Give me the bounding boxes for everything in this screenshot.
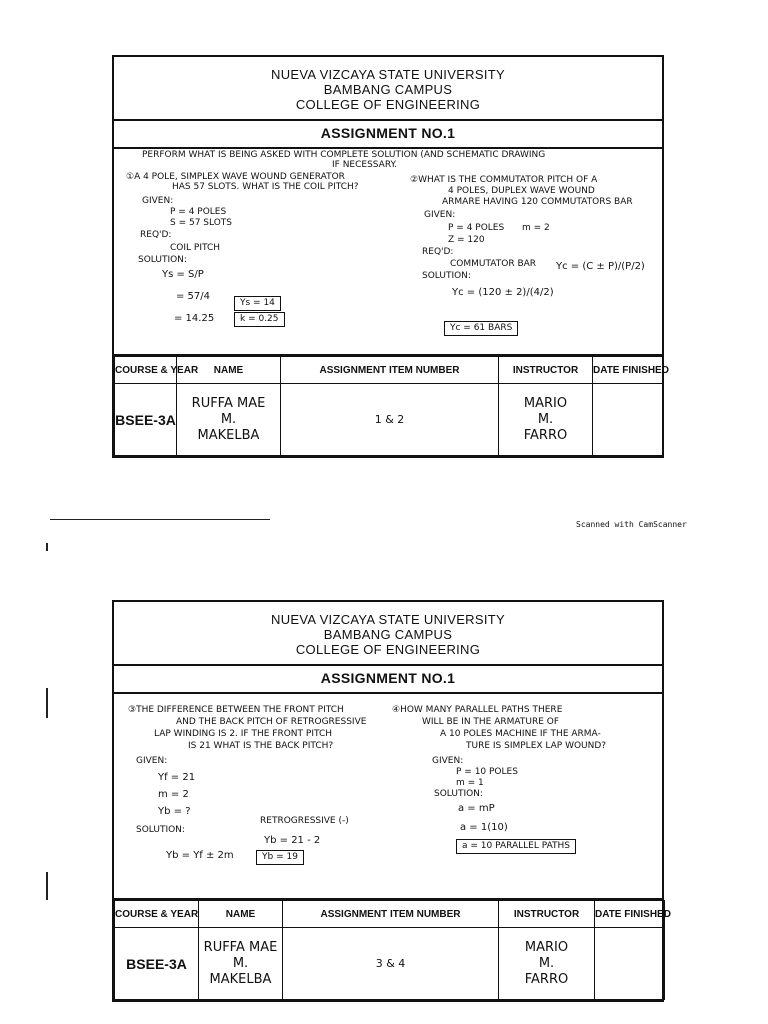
instructor-line: M.	[538, 955, 555, 971]
instructions-line: PERFORM WHAT IS BEING ASKED WITH COMPLETE SOLUTION (AND SCHEMATIC DRAWING	[142, 150, 546, 160]
instructor-name	[499, 928, 595, 1000]
given-item: m = 2	[522, 223, 550, 233]
solution-step: Yc = (120 ± 2)/(4/2)	[452, 287, 554, 298]
date-finished-value	[593, 384, 663, 456]
instructor-line: MARIO	[524, 939, 569, 955]
reqd-value: COMMUTATOR BAR	[450, 259, 537, 269]
problem-question: A 10 POLES MACHINE IF THE ARMA-	[440, 729, 601, 739]
header-course-year: COURSE & YEAR	[115, 357, 177, 384]
name-line: MAKELBA	[197, 427, 260, 443]
solution-step: Yb = 21 - 2	[264, 835, 321, 846]
header-date-finished: DATE FINISHED	[595, 901, 665, 928]
answer-box: Ys = 14	[234, 296, 281, 311]
name-line: RUFFA MAE	[191, 395, 266, 411]
given-item: P = 10 POLES	[456, 767, 518, 777]
name-line: M.	[232, 955, 249, 971]
solution-step: a = mP	[458, 803, 495, 814]
given-item: P = 4 POLES	[448, 223, 505, 233]
university-header	[114, 602, 662, 666]
scan-mark	[46, 688, 48, 718]
given-label: GIVEN:	[136, 756, 168, 766]
header-instructor: INSTRUCTOR	[499, 357, 593, 384]
assignment-sheet-1	[112, 55, 669, 458]
solution-step: a = 1(10)	[460, 822, 508, 833]
answer-box: Yc = 61 BARS	[444, 321, 518, 336]
given-item: m = 2	[158, 789, 189, 800]
problem-question: IS 21 WHAT IS THE BACK PITCH?	[188, 741, 334, 751]
solution-step: = 14.25	[174, 313, 215, 324]
solution-label: SOLUTION:	[138, 255, 187, 265]
instructions-line: IF NECESSARY.	[332, 160, 398, 170]
student-info-table	[114, 898, 671, 1000]
college-name: COLLEGE OF ENGINEERING	[295, 97, 481, 112]
item-number-value: 3 & 4	[283, 928, 499, 1000]
student-name	[177, 384, 281, 456]
problem-question: AND THE BACK PITCH OF RETROGRESSIVE	[176, 717, 367, 727]
retrogressive-note: RETROGRESSIVE (-)	[260, 816, 349, 826]
date-finished-value	[595, 928, 665, 1000]
given-label: GIVEN:	[432, 756, 464, 766]
course-year-value: BSEE-3A	[115, 928, 199, 1000]
scan-mark	[46, 543, 48, 551]
header-name: NAME	[177, 357, 281, 384]
instructor-line: MARIO	[523, 395, 568, 411]
answer-box: k = 0.25	[234, 312, 285, 327]
header-course-year: COURSE & YEAR	[115, 901, 199, 928]
student-info-table	[114, 354, 669, 456]
solution-step: Ys = S/P	[162, 269, 204, 280]
given-label: GIVEN:	[424, 210, 456, 220]
header-date-finished: DATE FINISHED	[593, 357, 663, 384]
instructor-line: FARRO	[524, 971, 569, 987]
assignment-body	[114, 147, 662, 357]
given-item: Z = 120	[448, 235, 485, 245]
problem-question: WILL BE IN THE ARMATURE OF	[422, 717, 560, 727]
formula: Yb = Yf ± 2m	[166, 850, 234, 861]
university-header	[114, 57, 662, 121]
header-item-number: ASSIGNMENT ITEM NUMBER	[283, 901, 499, 928]
name-line: RUFFA MAE	[203, 939, 278, 955]
assignment-sheet-2	[112, 600, 671, 1002]
problem-question: ③THE DIFFERENCE BETWEEN THE FRONT PITCH	[128, 705, 344, 715]
header-name: NAME	[199, 901, 283, 928]
problem-question: TURE IS SIMPLEX LAP WOUND?	[466, 741, 607, 751]
reqd-label: REQ'D:	[140, 230, 172, 240]
problem-question: ①A 4 POLE, SIMPLEX WAVE WOUND GENERATOR	[126, 172, 345, 182]
reqd-value: COIL PITCH	[170, 243, 221, 253]
student-name	[199, 928, 283, 1000]
assignment-title: ASSIGNMENT NO.1	[114, 664, 662, 694]
given-item: S = 57 SLOTS	[170, 218, 232, 228]
problem-question: ARMARE HAVING 120 COMMUTATORS BAR	[442, 197, 633, 207]
university-name: NUEVA VIZCAYA STATE UNIVERSITY	[271, 67, 505, 82]
campus-name: BAMBANG CAMPUS	[323, 627, 453, 642]
instructor-name	[499, 384, 593, 456]
given-item: m = 1	[456, 778, 484, 788]
reqd-label: REQ'D:	[422, 247, 454, 257]
name-line: M.	[220, 411, 237, 427]
assignment-title: ASSIGNMENT NO.1	[114, 119, 662, 149]
problem-question: ④HOW MANY PARALLEL PATHS THERE	[392, 705, 563, 715]
instructor-line: M.	[537, 411, 554, 427]
problem-question: LAP WINDING IS 2. IF THE FRONT PITCH	[154, 729, 332, 739]
given-item: Yf = 21	[158, 772, 196, 783]
solution-label: SOLUTION:	[434, 789, 483, 799]
problem-question: ②WHAT IS THE COMMUTATOR PITCH OF A	[410, 175, 598, 185]
scan-line	[50, 519, 270, 520]
solution-label: SOLUTION:	[422, 271, 471, 281]
header-item-number: ASSIGNMENT ITEM NUMBER	[281, 357, 499, 384]
given-item: Yb = ?	[158, 806, 191, 817]
answer-box: Yb = 19	[256, 850, 304, 865]
problem-question: HAS 57 SLOTS. WHAT IS THE COIL PITCH?	[172, 182, 359, 192]
scan-mark	[46, 872, 48, 900]
scanned-with-label: Scanned with CamScanner	[576, 520, 687, 529]
formula: Yc = (C ± P)/(P/2)	[556, 261, 645, 272]
solution-label: SOLUTION:	[136, 825, 185, 835]
name-line: MAKELBA	[209, 971, 272, 987]
answer-box: a = 10 PARALLEL PATHS	[456, 839, 576, 854]
campus-name: BAMBANG CAMPUS	[323, 82, 453, 97]
given-label: GIVEN:	[142, 196, 174, 206]
college-name: COLLEGE OF ENGINEERING	[295, 642, 481, 657]
solution-step: = 57/4	[176, 291, 211, 302]
instructor-line: FARRO	[523, 427, 568, 443]
item-number-value: 1 & 2	[281, 384, 499, 456]
university-name: NUEVA VIZCAYA STATE UNIVERSITY	[271, 612, 505, 627]
given-item: P = 4 POLES	[170, 207, 227, 217]
course-year-value: BSEE-3A	[115, 384, 177, 456]
header-instructor: INSTRUCTOR	[499, 901, 595, 928]
assignment-body	[114, 692, 662, 902]
problem-question: 4 POLES, DUPLEX WAVE WOUND	[448, 186, 595, 196]
